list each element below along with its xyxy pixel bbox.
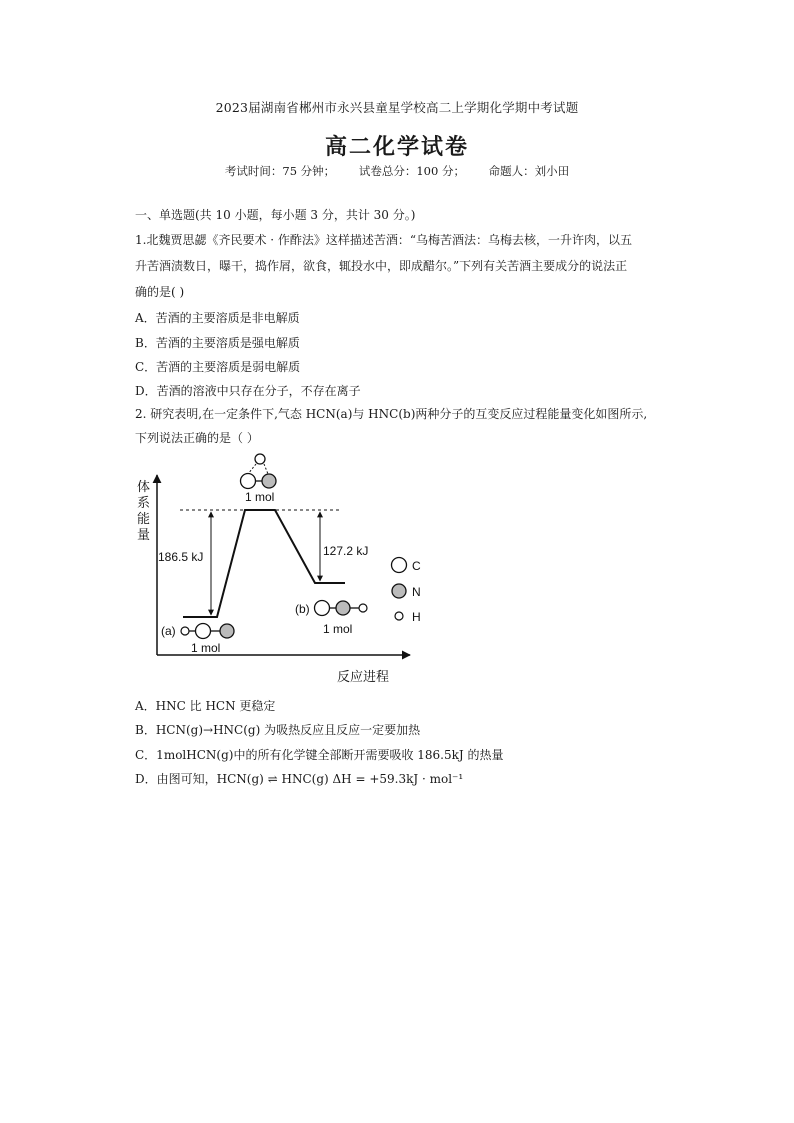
q1-option-c: C．苦酒的主要溶质是弱电解质 [135, 360, 301, 374]
energy-left-label: 186.5 kJ [158, 550, 204, 564]
energy-diagram [135, 445, 425, 695]
paper-title: 高二化学试卷 [324, 134, 469, 160]
a-amount: 1 mol [191, 641, 221, 655]
q2-option-c: C．1molHCN(g)中的所有化学键全部断开需要吸收 186.5kJ 的热量 [135, 748, 504, 762]
nitrogen-legend-icon [392, 584, 406, 598]
a-label: (a) [161, 624, 176, 638]
q1-option-d: D．苦酒的溶液中只存在分子，不存在离子 [135, 384, 361, 398]
y-axis-label-1: 体 [137, 480, 151, 495]
section-heading: 一、单选题(共 10 小题，每小题 3 分，共计 30 分。) [135, 208, 416, 222]
energy-right-label: 127.2 kJ [323, 544, 369, 558]
hcn-molecule [181, 624, 234, 639]
transition-state-molecule [241, 454, 277, 489]
q1-option-a: A．苦酒的主要溶质是非电解质 [135, 311, 300, 325]
legend-h: H [412, 610, 421, 624]
q1-stem-line1: 1.北魏贾思勰《齐民要术 · 作酢法》这样描述苦酒：“乌梅苦酒法：乌梅去核，一升许肉，以五 [135, 233, 633, 247]
legend-n: N [412, 585, 421, 599]
x-axis-label: 反应进程 [337, 670, 390, 685]
legend-c: C [412, 559, 421, 573]
exam-time: 考试时间：75 分钟； [224, 164, 336, 178]
q2-stem-line2: 下列说法正确的是（ ） [135, 431, 259, 445]
q1-stem-line2: 升苦酒渍数日，曝干，捣作屑，欲食，辄投水中，即成醋尔。”下列有关苦酒主要成分的说法正 [135, 259, 628, 273]
hnc-molecule [315, 601, 368, 616]
b-amount: 1 mol [323, 622, 353, 636]
y-axis-label-4: 量 [137, 528, 151, 543]
exam-meta [0, 163, 794, 179]
q1-option-b: B．苦酒的主要溶质是强电解质 [135, 336, 300, 350]
ts-amount: 1 mol [245, 490, 275, 504]
q2-option-b: B．HCN(g)→HNC(g) 为吸热反应且反应一定要加热 [135, 723, 421, 737]
q2-stem-line1: 2. 研究表明,在一定条件下,气态 HCN(a)与 HNC(b)两种分子的互变反应过程能量变化如图所示, [135, 407, 648, 421]
q1-stem-line3: 确的是( ) [135, 285, 185, 299]
exam-source-header: 2023届湖南省郴州市永兴县童星学校高二上学期化学期中考试题 [215, 100, 579, 115]
q2-option-d: D．由图可知，HCN(g) ⇌ HNC(g) ΔH = +59.3kJ · mol⁻¹ [135, 772, 464, 786]
b-label: (b) [295, 602, 310, 616]
author: 命题人：刘小田 [488, 164, 570, 178]
y-axis-label-2: 系 [137, 496, 151, 511]
q2-option-a: A．HNC 比 HCN 更稳定 [135, 699, 276, 713]
carbon-legend-icon [392, 558, 407, 573]
y-axis-label-3: 能 [137, 512, 151, 527]
total-score: 试卷总分：100 分； [358, 164, 465, 178]
atom-legend [392, 558, 422, 625]
hydrogen-legend-icon [395, 612, 403, 620]
